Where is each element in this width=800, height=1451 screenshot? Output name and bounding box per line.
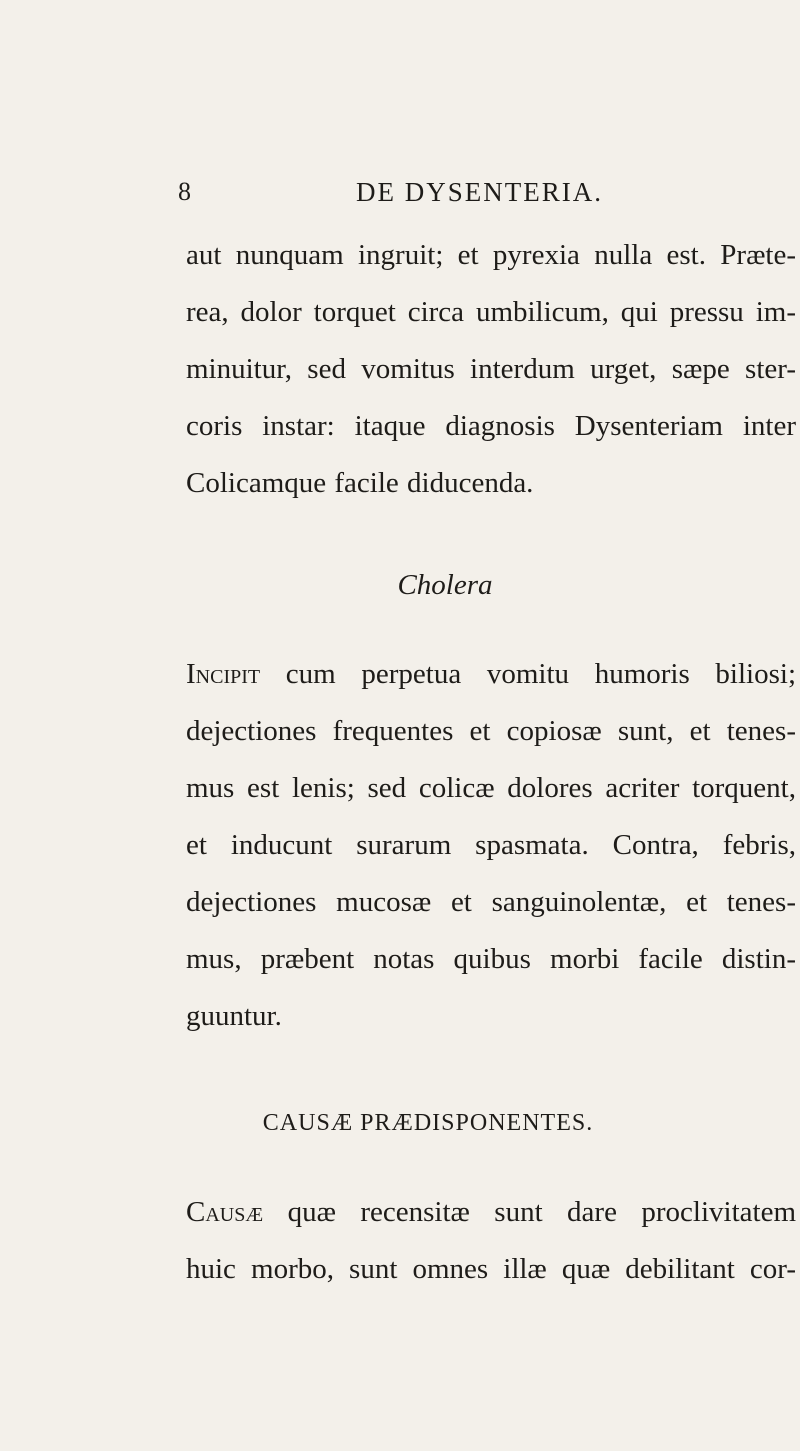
running-title: DE DYSENTERIA. <box>356 177 603 207</box>
text-line: dejectiones mucosæ et sanguinolentæ, et tenes- <box>186 886 796 918</box>
text-line: minuitur, sed vomitus interdum urget, sæpe ster- <box>186 353 796 385</box>
page-number: 8 <box>178 177 191 206</box>
initial-word: Incipit <box>186 658 261 690</box>
text-line: huic morbo, sunt omnes illæ quæ debilitant cor- <box>186 1253 796 1285</box>
text-line: aut nunquam ingruit; et pyrexia nulla est. Præte- <box>186 239 796 271</box>
text-line <box>186 1192 796 1232</box>
initial-word: Causæ <box>186 1196 264 1228</box>
text-line: dejectiones frequentes et copiosæ sunt, et tenes- <box>186 715 796 747</box>
text-line: coris instar: itaque diagnosis Dysenteriam inter <box>186 410 796 442</box>
text-line: mus est lenis; sed colicæ dolores acriter torquent, <box>186 772 796 804</box>
text-line: Colicamque facile diducenda. <box>186 467 534 499</box>
text-line: guuntur. <box>186 1000 282 1032</box>
text-line-rest: cum perpetua vomitu humoris biliosi; <box>260 658 796 690</box>
section-heading-cholera: Cholera <box>397 569 493 601</box>
text-line <box>186 654 796 694</box>
text-line: et inducunt surarum spasmata. Contra, febris, <box>186 829 796 861</box>
text-line-rest: quæ recensitæ sunt dare proclivitatem <box>263 1196 796 1228</box>
section-heading-causae: CAUSÆ PRÆDISPONENTES. <box>262 1110 594 1136</box>
running-head <box>178 172 800 212</box>
text-line: rea, dolor torquet circa umbilicum, qui pressu im- <box>186 296 796 328</box>
text-line: mus, præbent notas quibus morbi facile distin- <box>186 943 796 975</box>
